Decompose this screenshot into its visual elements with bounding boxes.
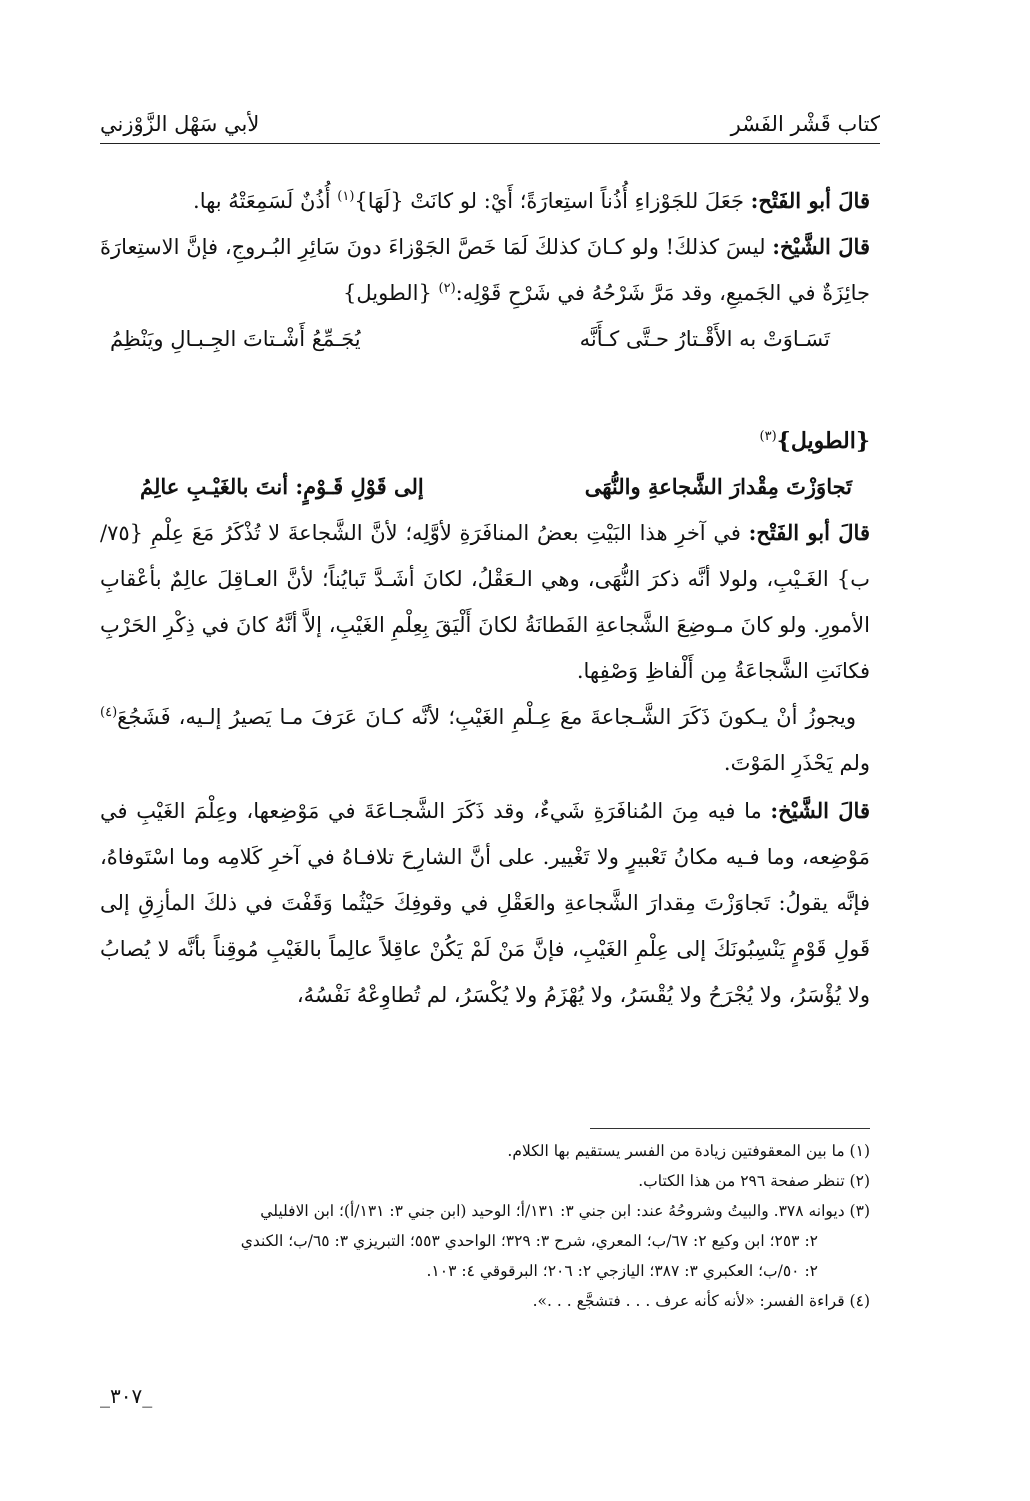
footnote-3-continuation: ٢: ٢٥٣؛ ابن وكيع ٢: ٦٧/ب؛ المعري، شرح ٣: ٣٢٩؛ الواحدي ٥٥٣؛ التبريزي ٣: ٦٥/ب؛ الكندي	[240, 1232, 818, 1250]
paragraph-text: ويجوزُ أنْ يـكونَ ذَكَرَ الشَّـجاعةَ معَ عِـلْمِ الغَيْبِ؛ لأنَّه كـانَ عَرَفَ مـا يَصيرُ إلـيه، فَشَجُعَ	[117, 705, 856, 729]
speaker-label: قالَ الشَّيْخ:	[772, 234, 870, 259]
speaker-label: قالَ الشَّيْخ:	[770, 798, 870, 823]
verse-hemistich-second: إلى قَوْلِ قَـوْمٍ: أنتَ بالغَيْـبِ عالِمُ	[140, 474, 424, 499]
verse-hemistich-first: تَسَـاوَتْ به الأَقْـتارُ حـتَّى كـأَنَّه	[579, 327, 830, 351]
footnote-3-continuation: ٢: ٥٠/ب؛ العكبري ٣: ٣٨٧؛ اليازجي ٢: ٢٠٦؛ البرقوقي ٤: ١٠٣.	[426, 1262, 818, 1280]
running-header	[100, 104, 880, 144]
paragraph-text: ليسَ كذلكَ! ولو كـانَ كذلكَ لَمَا خَصَّ الجَوْزاءَ دونَ سَائِرِ البُـروجِ، فإنَّ الاستِعارَةَ جائِزَةٌ في الجَميعِ، وقد مَرَّ شَرْحُهُ في شَرْحِ قَوْلِه:	[100, 235, 870, 305]
footnote-marker: (٢)	[438, 281, 456, 296]
paragraph-text: في آخرِ هذا البَيْتِ بعضُ المنافَرَةِ لأوَّلِه؛ لأنَّ الشَّجاعةَ لا تُذْكَرُ مَعَ عِلْمِ {٧٥/ب} الغَـيْبِ، ولولا أنَّه ذكرَ النُّهَى، وهي الـعَقْلُ، لكانَ أشَـدَّ تَبايُناً؛ لأنَّ العـاقِلَ عالِمٌ بأعْقابِ الأمورِ. ولو كانَ مـوضِعَ الشَّجاعةِ الفَطانَةُ لكانَ أَلْيَقَ بِعِلْمِ الغَيْبِ، إلاَّ أنَّهُ كانَ في ذِكْرِ الحَرْبِ فكانَتِ الشَّجاعَةُ مِن أَلْفاظِ وَصْفِها.	[100, 521, 870, 683]
paragraph-text: أُذُنٌ لَسَمِعَتْهُ بها.	[193, 189, 338, 213]
paragraph-text: جَعَلَ للجَوْزاءِ أُذُناً استِعارَةً؛ أَيْ: لو كانَتْ {لَهَا}	[354, 189, 751, 213]
book-title: كتاب قَشْر الفَسْر	[730, 112, 880, 136]
speaker-label: قالَ أبو الفَتْح:	[750, 188, 870, 213]
footnote-marker: (١)	[337, 189, 355, 204]
meter-tag: {الطويل}	[343, 281, 439, 305]
footnote-4: (٤) قراءة الفسر: «لأنه كأنه عرف . . . فتشجَّع . . .».	[532, 1292, 870, 1310]
meter-label: {الطويل}	[776, 428, 870, 454]
verse-hemistich-first: تَجاوَزْتَ مِقْدارَ الشَّجاعةِ والنُّهَى	[584, 474, 852, 499]
paragraph-4	[100, 694, 870, 786]
footnote-marker: (٣)	[759, 429, 777, 444]
footnote-rule	[590, 1128, 870, 1129]
verse-hemistich-second: يُجَـمِّعُ أَشْـتاتَ الجِـبـالِ ويَنْظِمُ	[110, 327, 361, 351]
section-gap	[100, 362, 870, 418]
paragraph-3	[100, 510, 870, 694]
footnote-marker: (٤)	[100, 705, 118, 720]
verse-2	[100, 464, 870, 510]
footnote-1: (١) ما بين المعقوفتين زيادة من الفسر يستقيم بها الكلام.	[507, 1142, 870, 1160]
footnote-3: (٣) ديوانه ٣٧٨. والبيتُ وشروحُهُ عند: ابن جني ٣: ١٣١/أ؛ الوحيد (ابن جني ٣: ١٣١/أ)؛ ابن الافليلي	[260, 1202, 870, 1220]
paragraph-5	[100, 788, 870, 1018]
paragraph-text: ولم يَحْذَرِ المَوْتَ.	[723, 751, 870, 775]
main-text	[100, 178, 870, 1018]
paragraph-2	[100, 224, 870, 316]
footnotes	[100, 1136, 870, 1316]
page-number: _٣٠٧_	[100, 1384, 153, 1408]
verse-1	[100, 316, 870, 362]
author-name: لأبي سَهْل الزَّوْزني	[100, 112, 260, 136]
header-rule	[100, 143, 880, 144]
paragraph-text: ما فيه مِنَ المُنافَرَةِ شَيءٌ، وقد ذَكَرَ الشَّجـاعَةَ في مَوْضِعها، وعِلْمَ الغَيْبِ في مَوْضِعه، وما فـيه مكانُ تَعْبيرٍ ولا تَغْيير. على أنَّ الشارِحَ تلافـاهُ في آخرِ كَلامِه وما اسْتَوفاهُ، فإنَّه يقولُ: تَجاوَزْتَ مِقدارَ الشَّجاعةِ والعَقْلِ في وقوفِكَ حَيْثُما وَقَفْتَ في ذلكَ المأزِقِ إلى قَولِ قَوْمٍ يَنْسِبُونَكَ إلى عِلْمِ الغَيْبِ، فإنَّ مَنْ لَمْ يَكُنْ عاقِلاً عالِماً بالغَيْبِ مُوقِناً بأنَّه لا يُصابُ ولا يُؤْسَرُ، ولا يُجْرَحُ ولا يُقْسَرُ، ولا يُهْزَمُ ولا يُكْسَرُ، لم تُطاوِعْهُ نَفْسُهُ،	[100, 799, 870, 1007]
speaker-label: قالَ أبو الفَتْح:	[748, 520, 870, 545]
paragraph-1	[100, 178, 870, 224]
footnote-2: (٢) تنظر صفحة ٢٩٦ من هذا الكتاب.	[638, 1172, 870, 1190]
meter-heading	[100, 418, 870, 464]
